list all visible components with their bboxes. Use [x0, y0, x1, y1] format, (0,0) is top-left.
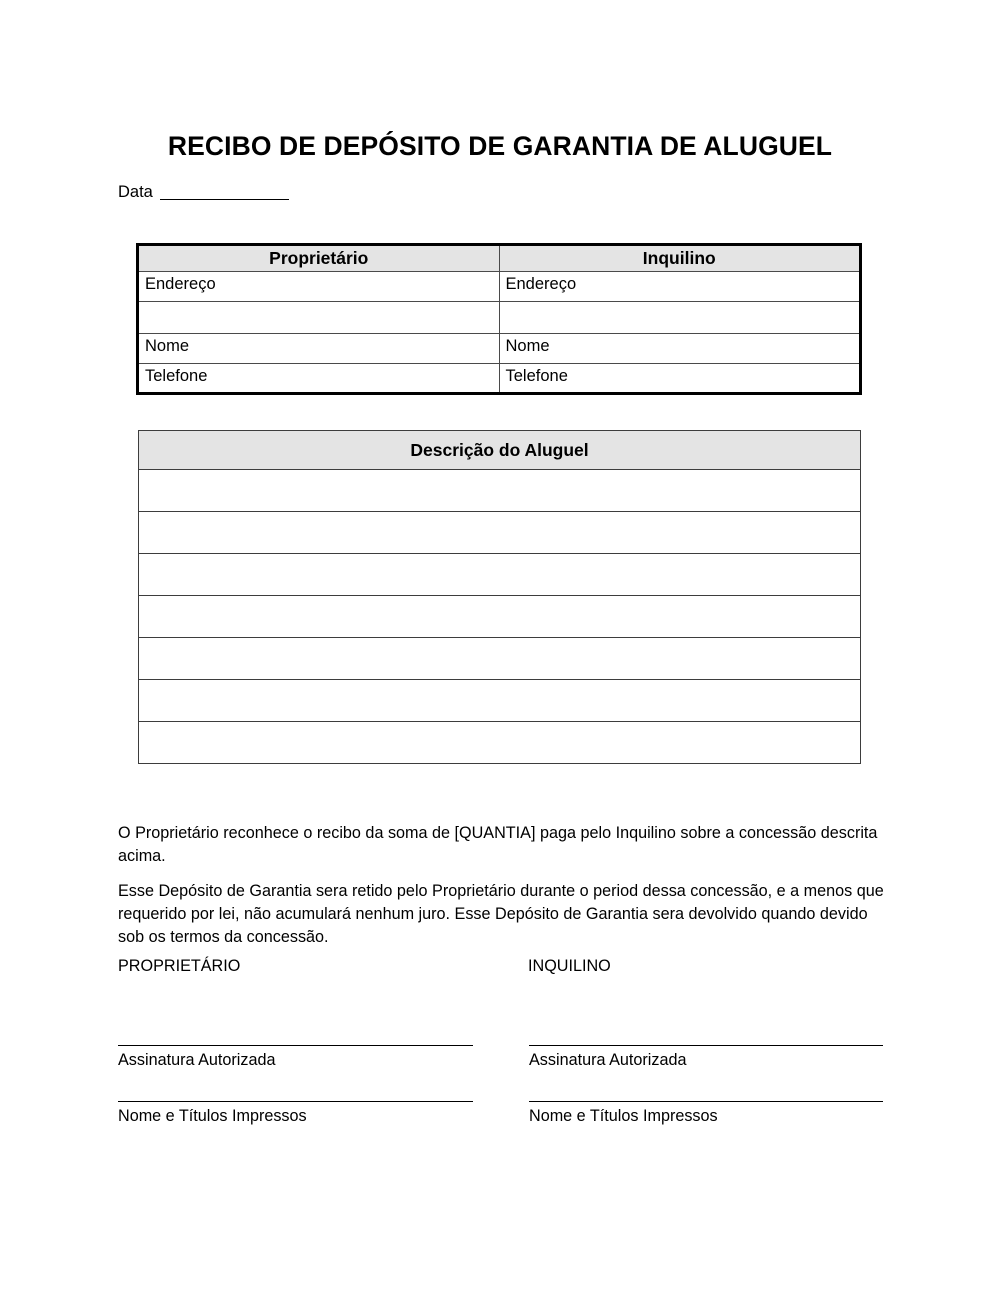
- table-row: [139, 680, 861, 722]
- table-row: [138, 272, 861, 302]
- table-row: [139, 512, 861, 554]
- description-cell[interactable]: [139, 638, 861, 680]
- description-cell[interactable]: [139, 722, 861, 764]
- tenant-address-cell[interactable]: Endereço: [499, 272, 861, 302]
- landlord-phone-cell[interactable]: Telefone: [138, 364, 500, 394]
- signature-heading-tenant: INQUILINO: [528, 957, 611, 975]
- tenant-signature-caption: Assinatura Autorizada: [529, 1051, 687, 1069]
- landlord-printed-name-caption: Nome e Títulos Impressos: [118, 1107, 307, 1125]
- page-title: RECIBO DE DEPÓSITO DE GARANTIA DE ALUGUEL: [167, 130, 833, 161]
- table-row: [139, 470, 861, 512]
- description-cell[interactable]: [139, 512, 861, 554]
- table-header-row: [139, 431, 861, 470]
- parties-header-landlord: Proprietário: [138, 245, 500, 272]
- table-row: [139, 554, 861, 596]
- landlord-signature-group: [118, 1045, 473, 1070]
- parties-table-body: [138, 272, 861, 394]
- tenant-address-line2-cell[interactable]: [499, 302, 861, 334]
- table-row: [139, 596, 861, 638]
- parties-table-head: [138, 245, 861, 272]
- signature-heading-landlord: PROPRIETÁRIO: [118, 957, 241, 975]
- parties-header-tenant: Inquilino: [499, 245, 861, 272]
- description-cell[interactable]: [139, 596, 861, 638]
- date-input-blank[interactable]: [160, 198, 289, 200]
- description-table-body: [139, 470, 861, 764]
- description-cell[interactable]: [139, 470, 861, 512]
- landlord-address-line2-cell[interactable]: [138, 302, 500, 334]
- table-header-row: [138, 245, 861, 272]
- table-row: [138, 334, 861, 364]
- tenant-signature-group: [529, 1045, 883, 1070]
- signature-block: [118, 957, 890, 1125]
- landlord-signature-caption: Assinatura Autorizada: [118, 1051, 276, 1069]
- table-row: [138, 364, 861, 394]
- table-row: [139, 638, 861, 680]
- description-table-head: [139, 431, 861, 470]
- tenant-name-cell[interactable]: Nome: [499, 334, 861, 364]
- signature-headings: [118, 957, 890, 981]
- description-header: Descrição do Aluguel: [139, 431, 861, 470]
- table-row: [139, 722, 861, 764]
- deposit-terms-paragraph: Esse Depósito de Garantia sera retido pelo Proprietário durante o period dessa concessão, e a menos que requerido por lei, não acumulará nenhum juro. Esse Depósito de Garantia sera devolvido quando devido sob os termos da concessão.: [118, 882, 884, 947]
- landlord-name-cell[interactable]: Nome: [138, 334, 500, 364]
- receipt-acknowledgement-paragraph: O Proprietário reconhece o recibo da soma de [QUANTIA] paga pelo Inquilino sobre a concessão descrita acima.: [118, 824, 878, 866]
- date-label: Data: [118, 183, 153, 201]
- landlord-address-cell[interactable]: Endereço: [138, 272, 500, 302]
- table-row: [138, 302, 861, 334]
- tenant-printed-name-caption: Nome e Títulos Impressos: [529, 1107, 718, 1125]
- tenant-phone-cell[interactable]: Telefone: [499, 364, 861, 394]
- landlord-printed-name-group: [118, 1101, 473, 1126]
- rental-description-table: [138, 430, 861, 764]
- parties-table: [136, 243, 862, 395]
- description-cell[interactable]: [139, 554, 861, 596]
- description-cell[interactable]: [139, 680, 861, 722]
- date-field-row: [118, 183, 289, 203]
- tenant-printed-name-group: [529, 1101, 883, 1126]
